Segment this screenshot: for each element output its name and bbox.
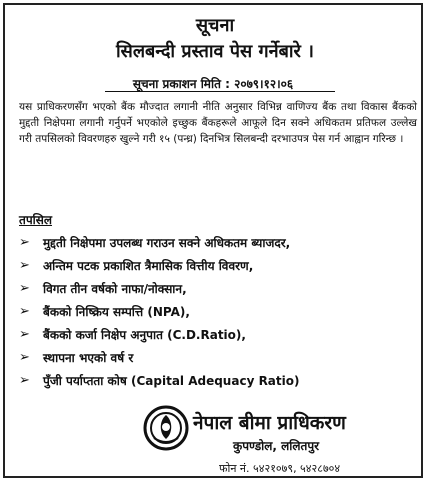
notice-subtitle: सिलबन्दी प्रस्ताव पेस गर्नेबारे ।	[116, 41, 314, 62]
arrow-bullet-icon: ➢	[19, 350, 30, 365]
arrow-bullet-icon: ➢	[19, 258, 30, 273]
list-item-text: अन्तिम पटक प्रकाशित त्रैमासिक वित्तीय विवरण,	[43, 259, 254, 273]
notice-frame	[3, 3, 423, 478]
notice-body: यस प्राधिकरणसँग भएको बैंक मौज्दात लगानी नीति अनुसार विभिन्न वाणिज्य बैंक तथा विकास बैंकको मुद्दती निक्षेपमा लगानी गर्नुपर्ने भएकोले इच्छुक बैंकहरूले आफूले दिन सक्ने अधिकतम प्रतिफल उल्लेख गरी तपसिलको विवरणहरु खुल्ने गरी १५ (पन्ध्र) दिनभित्र सिलबन्दी दरभाउपत्र पेस गर्न आह्वान गरिन्छ ।	[19, 101, 417, 145]
list-item	[19, 254, 417, 277]
list-heading: तपसिल	[19, 213, 53, 227]
list-item	[19, 369, 417, 392]
list-item-text: पुँजी पर्याप्तता कोष (Capital Adequacy Ratio)	[43, 374, 300, 388]
organization-name: नेपाल बीमा प्राधिकरण	[193, 412, 346, 434]
title-box	[63, 13, 367, 67]
list-item-text: स्थापना भएको वर्ष र	[43, 351, 134, 365]
arrow-bullet-icon: ➢	[19, 327, 30, 342]
publication-date: सूचना प्रकाशन मिति : २०७९।१२।०६	[132, 77, 294, 91]
list-item-text: बैंकको कर्जा निक्षेप अनुपात (C.D.Ratio),	[43, 328, 246, 342]
list-item-text: विगत तीन वर्षको नाफा/नोक्सान,	[43, 282, 187, 296]
list-item	[19, 300, 417, 323]
list-item-text: बैंकको निष्क्रिय सम्पत्ति (NPA),	[43, 305, 190, 319]
list-item	[19, 231, 417, 254]
list-item	[19, 277, 417, 300]
list-item	[19, 323, 417, 346]
insurance-authority-emblem-icon	[143, 405, 189, 451]
organization-phone: फोन नं. ५४२१०७९, ५४२८७०४	[219, 462, 341, 475]
publication-date-underline	[105, 91, 335, 92]
arrow-bullet-icon: ➢	[19, 373, 30, 388]
arrow-bullet-icon: ➢	[19, 235, 30, 250]
list-item	[19, 346, 417, 369]
list-item-text: मुद्दती निक्षेपमा उपलब्ध गराउन सक्ने अधिकतम ब्याजदर,	[43, 236, 291, 250]
notice-title: सूचना	[195, 15, 235, 36]
requirement-list	[19, 231, 417, 392]
organization-address: कुपण्डोल, ललितपुर	[233, 439, 320, 453]
arrow-bullet-icon: ➢	[19, 304, 30, 319]
arrow-bullet-icon: ➢	[19, 281, 30, 296]
